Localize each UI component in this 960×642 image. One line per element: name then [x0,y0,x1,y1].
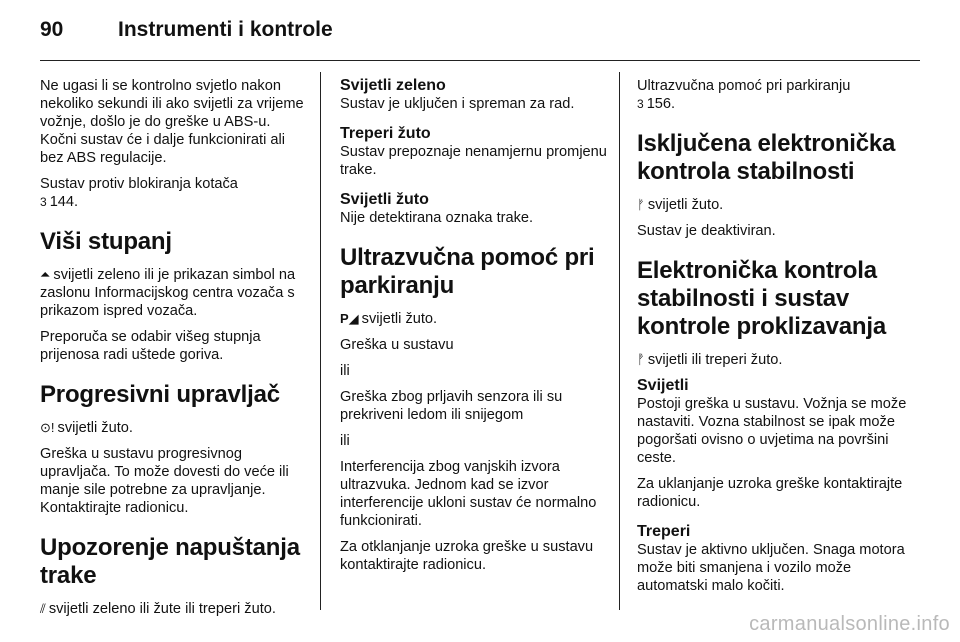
paragraph: Za otklanjanje uzroka greške u sustavu kontaktirajte radionicu. [340,539,594,573]
paragraph: ⊙! svijetli žuto. [40,420,133,436]
column-divider [320,72,321,610]
esc-off-icon: ᚠ [637,197,645,212]
gear-up-icon: ⏶ [40,267,51,282]
header-rule [40,60,920,61]
column-3 [637,77,917,607]
paragraph: Nije detektirana oznaka trake. [340,210,534,226]
subsection [637,377,917,511]
section-title: Isključena elektronička kontrola stabilnosti [637,130,896,185]
paragraph: Greška u sustavu [340,337,454,353]
subsection-title: Svijetli zeleno [340,77,446,94]
paragraph: ili [340,363,350,379]
column-divider [619,72,620,610]
cross-reference: Sustav protiv blokiranja kotača 3 144. [40,176,238,210]
paragraph: Sustav prepoznaje nenamjernu promjenu trake. [340,144,607,178]
steering-warning-icon: ⊙! [40,420,55,435]
paragraph: Sustav je aktivno uključen. Snaga motora može biti smanjena i vozilo može automatski malo kočiti. [637,542,905,594]
page-number: 90 [40,18,64,41]
subsection-title: Svijetli žuto [340,191,429,208]
paragraph: Interferencija zbog vanjskih izvora ultrazvuka. Jednom kad se izvor interferencije ukloni sustav će normalno funkcionirati. [340,459,597,529]
section-title: Viši stupanj [40,228,172,255]
lane-departure-icon: ⫽ [40,601,46,616]
paragraph: Ne ugasi li se kontrolno svjetlo nakon nekoliko sekundi ili ako svijetli za vrijeme vožnje, došlo je do greške u ABS-u. Kočni sustav će i dalje funkcionirati ali bez ABS regulacije. [40,78,304,166]
paragraph: Greška zbog prljavih senzora ili su prekriveni ledom ili snijegom [340,389,563,423]
page-header [40,18,920,48]
subsection [637,523,917,595]
paragraph: Sustav je uključen i spreman za rad. [340,96,575,112]
paragraph: ili [340,433,350,449]
paragraph: ᚠ svijetli žuto. [637,197,724,213]
watermark: carmanualsonline.info [749,613,950,635]
paragraph: Greška u sustavu progresivnog upravljača. To može dovesti do veće ili manje sile potrebne za upravljanje. Kontaktirajte radionicu. [40,446,289,516]
cross-reference: Ultrazvučna pomoć pri parkiranju 3 156. [637,78,851,112]
subsection [340,77,610,113]
subsection [340,191,610,227]
paragraph: Postoji greška u sustavu. Vožnja se može nastaviti. Vozna stabilnost se ipak može pogoršati ovisno o uvjetima na površini ceste. [637,396,907,466]
chapter-title: Instrumenti i kontrole [118,18,333,41]
paragraph: ⫽ svijetli zeleno ili žute ili treperi žuto. [40,601,276,617]
paragraph: Preporuča se odabir višeg stupnja prijenosa radi uštede goriva. [40,329,261,363]
subsection-title: Treperi žuto [340,125,431,142]
page-ref-arrow-icon: 3 [40,195,47,209]
paragraph: Za uklanjanje uzroka greške kontaktirajte radionicu. [637,476,903,510]
esc-icon: ᚡ [637,352,645,367]
section-title: Elektronička kontrola stabilnosti i sustav kontrole proklizavanja [637,257,887,340]
paragraph: Sustav je deaktiviran. [637,223,776,239]
section-title: Upozorenje napuštanja trake [40,534,300,589]
page-ref-arrow-icon: 3 [637,97,644,111]
subsection [340,125,610,179]
section-title: Progresivni upravljač [40,381,280,408]
paragraph: P◢ svijetli žuto. [340,311,438,327]
subsection-title: Svijetli [637,377,689,394]
column-1 [40,77,310,626]
parking-sensor-icon: P◢ [340,311,359,326]
column-2 [340,77,610,582]
paragraph: ⏶ svijetli zeleno ili je prikazan simbol na zaslonu Informacijskog centra vozača s prikazom ispred vozača. [40,267,296,319]
subsection-title: Treperi [637,523,691,540]
paragraph: ᚡ svijetli ili treperi žuto. [637,352,783,368]
section-title: Ultrazvučna pomoć pri parkiranju [340,244,595,299]
